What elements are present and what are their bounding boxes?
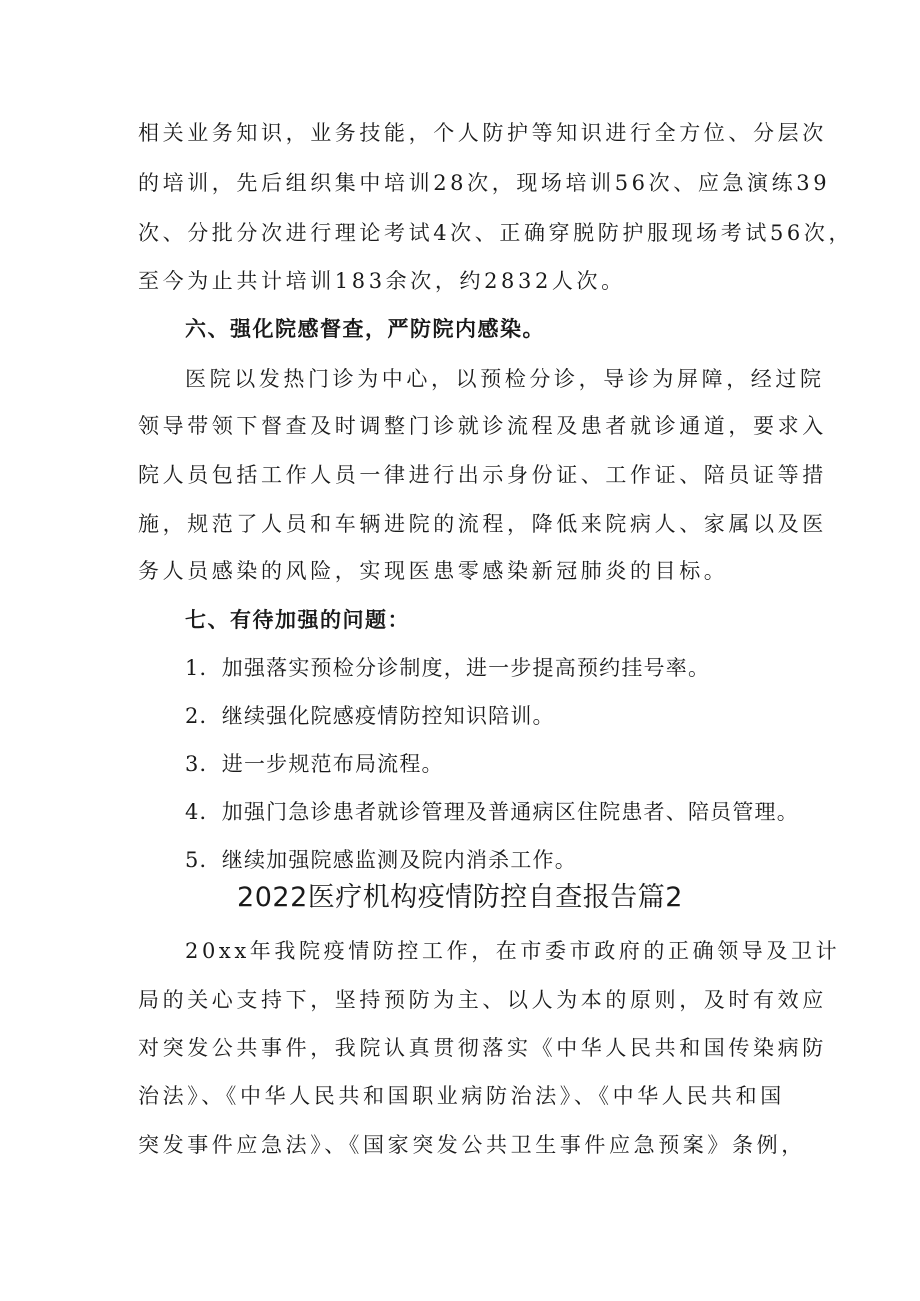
paragraph-line: 务人员感染的风险，实现医患零感染新冠肺炎的目标。 [138, 559, 729, 583]
paragraph-line: 相关业务知识，业务技能，个人防护等知识进行全方位、分层次 [138, 121, 827, 145]
paragraph-line: 院人员包括工作人员一律进行出示身份证、工作证、陪员证等措 [138, 463, 827, 487]
list-item: 3．进一步规范布局流程。 [185, 752, 444, 776]
paragraph-line: 20xx年我院疫情防控工作，在市委市政府的正确领导及卫计 [185, 939, 841, 963]
paragraph-line: 医院以发热门诊为中心，以预检分诊，导诊为屏障，经过院 [185, 367, 825, 391]
paragraph-line: 突发事件应急法》、《国家突发公共卫生事件应急预案》条例， [138, 1133, 806, 1157]
list-item: 5．继续加强院感监测及院内消杀工作。 [185, 848, 577, 872]
list-item: 2．继续强化院感疫情防控知识陪训。 [185, 704, 555, 728]
paragraph-line: 治法》、《中华人民共和国职业病防治法》、《中华人民共和国 [138, 1084, 785, 1108]
paragraph-line: 的培训，先后组织集中培训28次，现场培训56次、应急演练39 [138, 171, 831, 195]
list-item: 4．加强门急诊患者就诊管理及普通病区住院患者、陪员管理。 [185, 800, 799, 824]
section-heading: 七、有待加强的问题： [185, 608, 410, 632]
paragraph-line: 至今为止共计培训183余次，约2832人次。 [138, 269, 626, 293]
paragraph-line: 局的关心支持下，坚持预防为主、以人为本的原则，及时有效应 [138, 988, 827, 1012]
document-title: 2022医疗机构疫情防控自查报告篇2 [237, 882, 683, 913]
paragraph-line: 对突发公共事件，我院认真贯彻落实《中华人民共和国传染病防 [138, 1036, 827, 1060]
list-item: 1．加强落实预检分诊制度，进一步提高预约挂号率。 [185, 656, 711, 680]
paragraph-line: 次、分批分次进行理论考试4次、正确穿脱防护服现场考试56次， [138, 221, 854, 245]
paragraph-line: 领导带领下督查及时调整门诊就诊流程及患者就诊通道，要求入 [138, 414, 827, 438]
section-heading: 六、强化院感督查，严防院内感染。 [185, 317, 545, 341]
paragraph-line: 施，规范了人员和车辆进院的流程，降低来院病人、家属以及医 [138, 512, 827, 536]
